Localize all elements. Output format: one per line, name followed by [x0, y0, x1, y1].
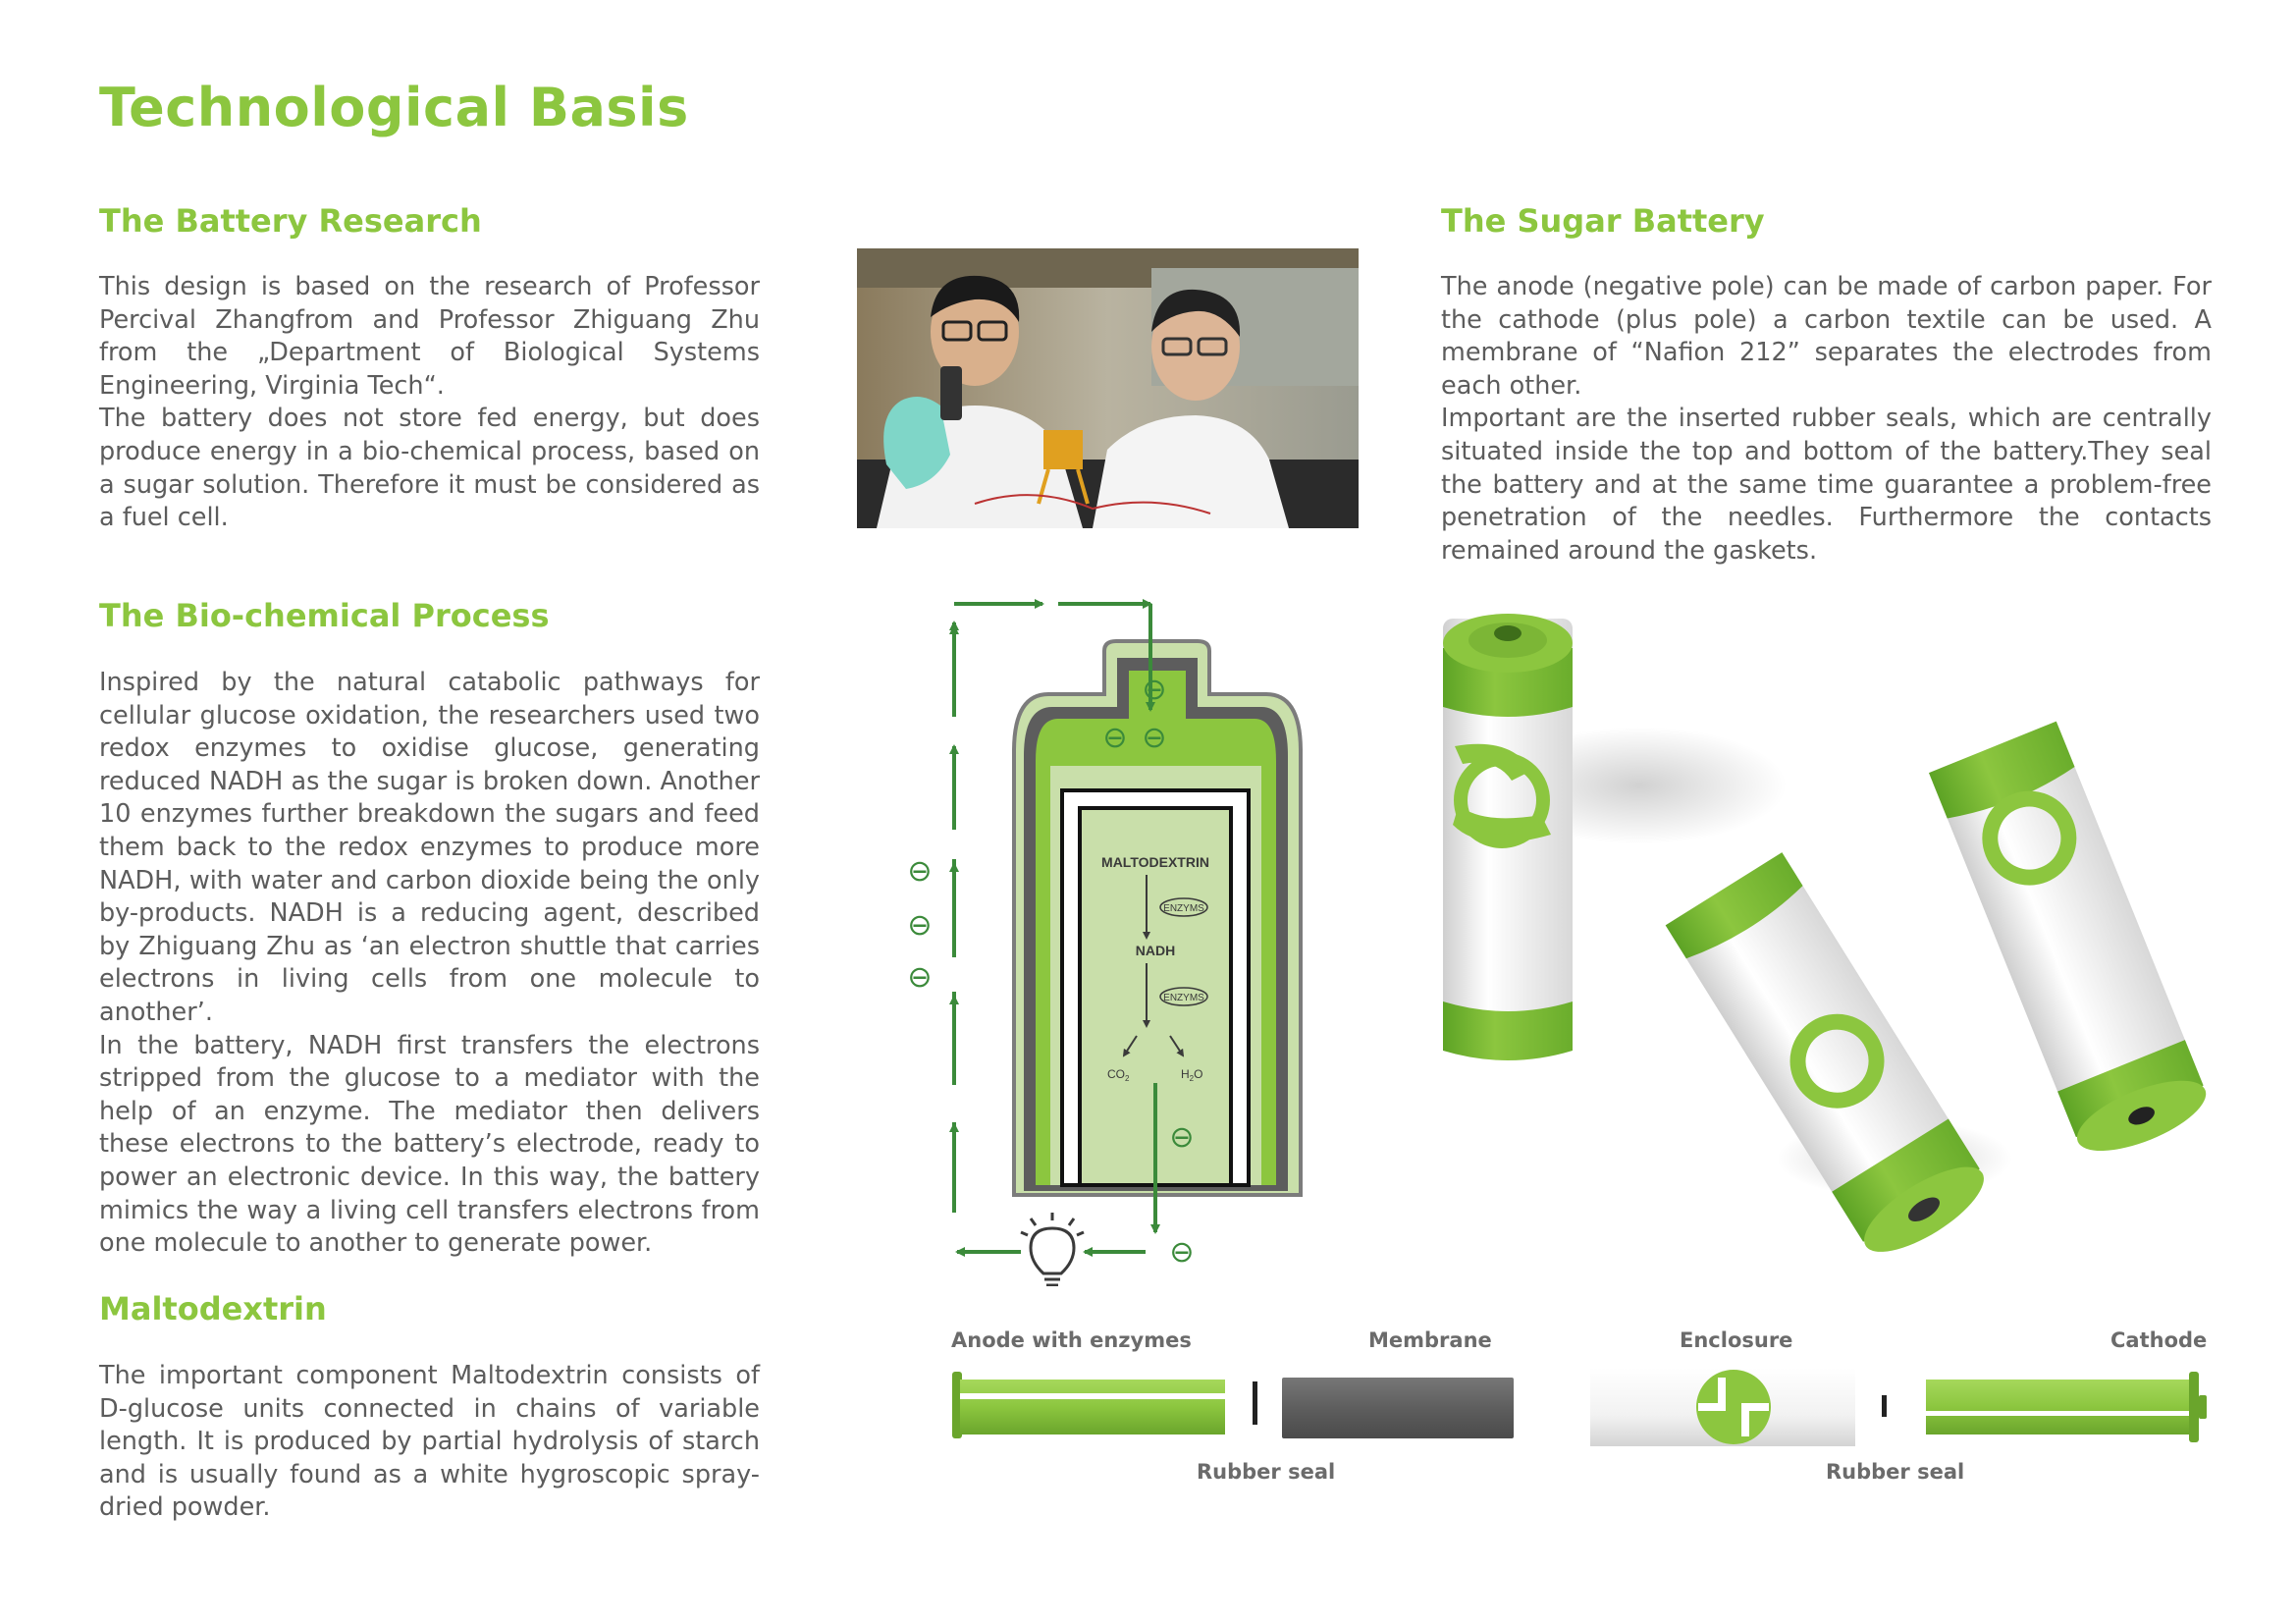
battery-research-text: [99, 271, 760, 535]
light-bulb-icon: [1021, 1213, 1084, 1285]
lying-battery-front: [1666, 852, 1997, 1267]
cathode-part: [1926, 1372, 2207, 1442]
exploded-components: [942, 1360, 2218, 1458]
membrane-label: Membrane: [1368, 1328, 1492, 1352]
battery-research-paragraph-2: The battery does not store fed energy, but does produce energy in a bio-chemical process, based on a sugar solution. Therefore it must be considered as a fuel cell.: [99, 404, 760, 533]
nadh-label: NADH: [1135, 943, 1176, 958]
electron-icon: ⊖: [907, 960, 933, 995]
enclosure-label: Enclosure: [1680, 1328, 1793, 1352]
electron-icon: ⊖: [907, 908, 933, 943]
anode-label: Anode with enzymes: [951, 1328, 1192, 1352]
sugar-battery-heading: The Sugar Battery: [1441, 202, 1765, 240]
enzyms-label-1: ENZYMS: [1163, 903, 1204, 914]
rubber-seal-label-1: Rubber seal: [1197, 1460, 1336, 1484]
electron-icon: ⊖: [1142, 673, 1167, 707]
maltodextrin-heading: Maltodextrin: [99, 1290, 327, 1327]
sugar-battery-paragraph-2: Important are the inserted rubber seals, which are centrally situated inside the top and bottom of the battery.They seal the battery and at the same time guarantee a problem-free penetration of the needles. Furthermore the contacts remained around the gaskets.: [1441, 404, 2212, 566]
battery-process-diagram: [883, 584, 1325, 1286]
battery-renders: [1404, 589, 2209, 1267]
enclosure-part: [1590, 1368, 1855, 1446]
maltodextrin-label: MALTODEXTRIN: [1101, 854, 1209, 870]
co2-label: $CO_2$: [1107, 1067, 1130, 1083]
electron-icon: ⊖: [1169, 1235, 1195, 1270]
biochemical-process-paragraph-2: In the battery, NADH first transfers the electrons stripped from the glucose to a mediator with the help of an enzyme. The mediator then delivers these electrons to the battery’s electrode, ready to power an electronic device. In this way, the battery mimics the way a living cell transfers electrons from one molecule to another to generate power.: [99, 1030, 760, 1259]
enzyms-label-2: ENZYMS: [1163, 993, 1204, 1003]
cathode-label: Cathode: [2110, 1328, 2208, 1352]
researchers-photo: [857, 248, 1359, 528]
rubber-seal-label-2: Rubber seal: [1826, 1460, 1965, 1484]
battery-research-paragraph-1: This design is based on the research of Professor Percival Zhangfrom and Professor Zhiguang Zhu from the „Department of Biological Systems Engineering, Virginia Tech“.: [99, 272, 760, 401]
maltodextrin-paragraph-1: The important component Maltodextrin consists of D-glucose units connected in chains of variable length. It is produced by partial hydrolysis of starch and is usually found as a white hygroscopic spray-dried powder.: [99, 1361, 760, 1523]
membrane-part: [1282, 1378, 1514, 1438]
biochemical-process-heading: The Bio-chemical Process: [99, 597, 550, 634]
page-title: Technological Basis: [99, 77, 689, 138]
battery-research-heading: The Battery Research: [99, 202, 482, 240]
h2o-label: $H_2O$: [1181, 1067, 1203, 1083]
biochemical-process-paragraph-1: Inspired by the natural catabolic pathways for cellular glucose oxidation, the researchers used two redox enzymes to oxidise glucose, generating reduced NADH as the sugar is broken down. Another 10 enzymes further breakdown the sugars and feed them back to the redox enzymes to produce more NADH, with water and carbon dioxide being the only by-products. NADH is a reducing agent, described by Zhiguang Zhu as ‘an electron shuttle that carries electrons in living cells from one molecule to another’.: [99, 668, 760, 1027]
rubber-seal-part-2: [1882, 1395, 1887, 1417]
electron-icon: ⊖: [1102, 721, 1128, 755]
maltodextrin-text: [99, 1360, 760, 1525]
upright-battery: [1443, 614, 1573, 1060]
anode-part: [952, 1372, 1225, 1438]
electron-icon: ⊖: [1169, 1120, 1195, 1155]
rubber-seal-part-1: [1253, 1381, 1257, 1425]
sugar-battery-text: [1441, 271, 2212, 568]
biochemical-process-text: [99, 667, 760, 1261]
sugar-battery-paragraph-1: The anode (negative pole) can be made of carbon paper. For the cathode (plus pole) a carbon textile can be used. A membrane of “Nafion 212” separates the electrodes from each other.: [1441, 272, 2212, 401]
electron-icon: ⊖: [1142, 721, 1167, 755]
lying-battery-right: [1929, 722, 2209, 1165]
electron-icon: ⊖: [907, 854, 933, 889]
